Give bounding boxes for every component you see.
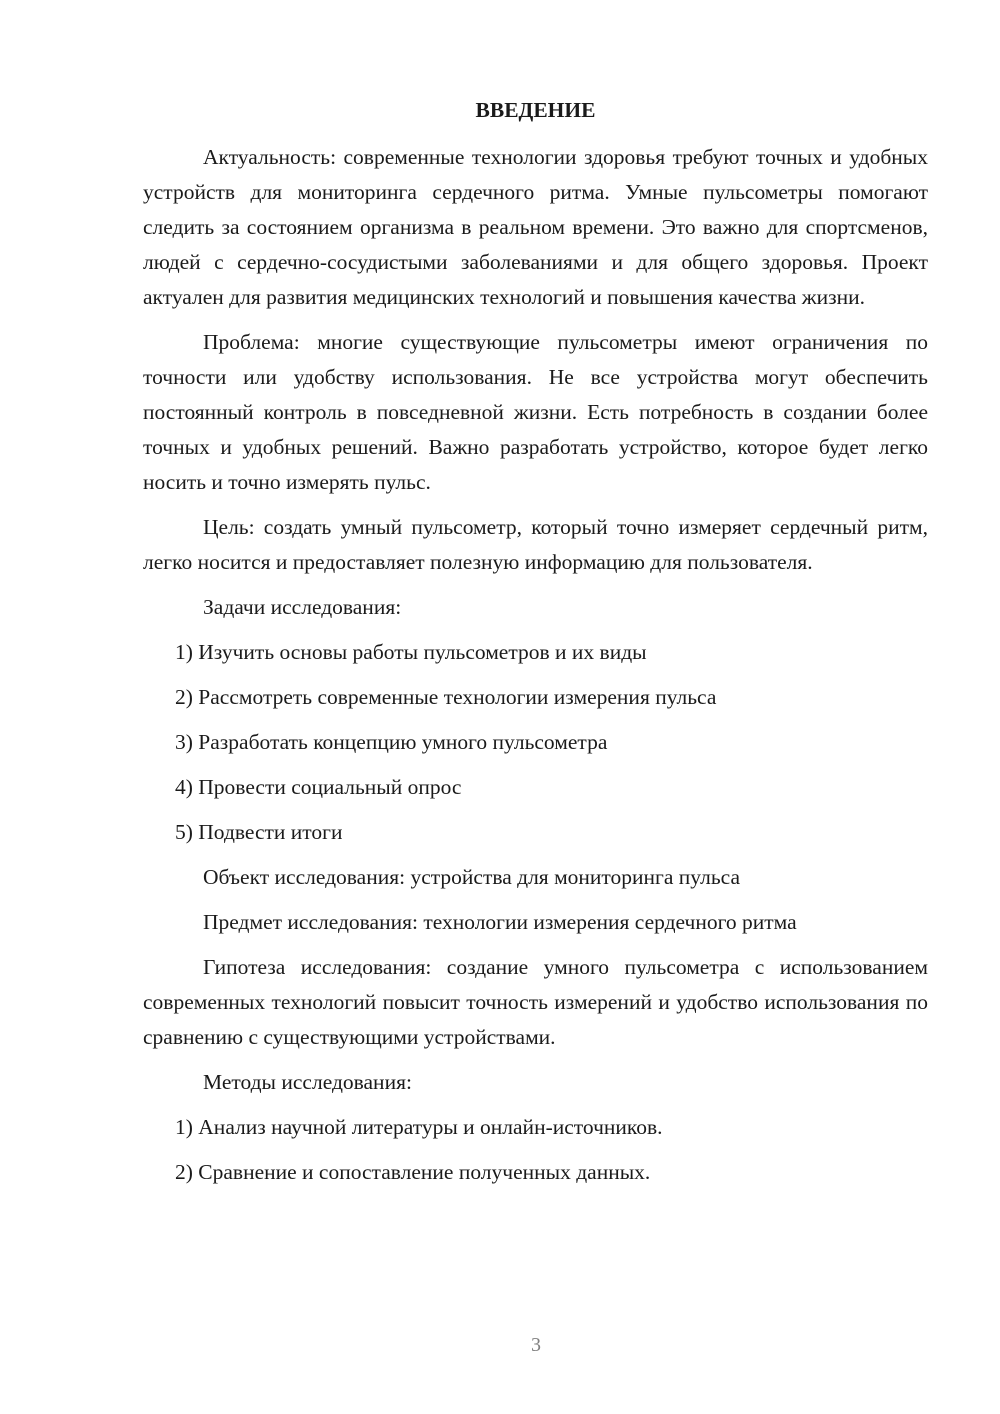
section-title: ВВЕДЕНИЕ (475, 98, 596, 122)
document-page (143, 95, 928, 1200)
tasks-list (143, 635, 928, 850)
hypothesis-paragraph: Гипотеза исследования: создание умного пульсометра с использованием современных технологий повысит точность измерений и удобство использования по сравнению с существующими устройствами. (143, 955, 928, 1049)
problem-paragraph: Проблема: многие существующие пульсометры имеют ограничения по точности или удобству использования. Не все устройства могут обеспечить постоянный контроль в повседневной жизни. Есть потребность в создании более точных и удобных решений. Важно разработать устройство, которое будет легко носить и точно измерять пульс. (143, 330, 928, 494)
goal-paragraph: Цель: создать умный пульсометр, который точно измеряет сердечный ритм, легко носится и предоставляет полезную информацию для пользователя. (143, 515, 928, 574)
research-subject: Предмет исследования: технологии измерения сердечного ритма (203, 910, 797, 934)
list-item: 2) Сравнение и сопоставление полученных данных. (175, 1160, 651, 1184)
relevance-paragraph: Актуальность: современные технологии здоровья требуют точных и удобных устройств для мониторинга сердечного ритма. Умные пульсометры помогают следить за состоянием организма в реальном времени. Это важно для спортсменов, людей с сердечно-сосудистыми заболеваниями и для общего здоровья. Проект актуален для развития медицинских технологий и повышения качества жизни. (143, 145, 928, 309)
tasks-heading: Задачи исследования: (203, 595, 402, 619)
methods-list (143, 1110, 928, 1190)
methods-heading: Методы исследования: (203, 1070, 412, 1094)
list-item: 1) Изучить основы работы пульсометров и их виды (175, 640, 647, 664)
list-item: 1) Анализ научной литературы и онлайн-источников. (175, 1115, 663, 1139)
list-item: 3) Разработать концепцию умного пульсометра (175, 730, 608, 754)
list-item: 4) Провести социальный опрос (175, 775, 462, 799)
list-item: 2) Рассмотреть современные технологии измерения пульса (175, 685, 717, 709)
list-item: 5) Подвести итоги (175, 820, 343, 844)
research-object: Объект исследования: устройства для мониторинга пульса (203, 865, 740, 889)
page-number: 3 (531, 1334, 541, 1356)
